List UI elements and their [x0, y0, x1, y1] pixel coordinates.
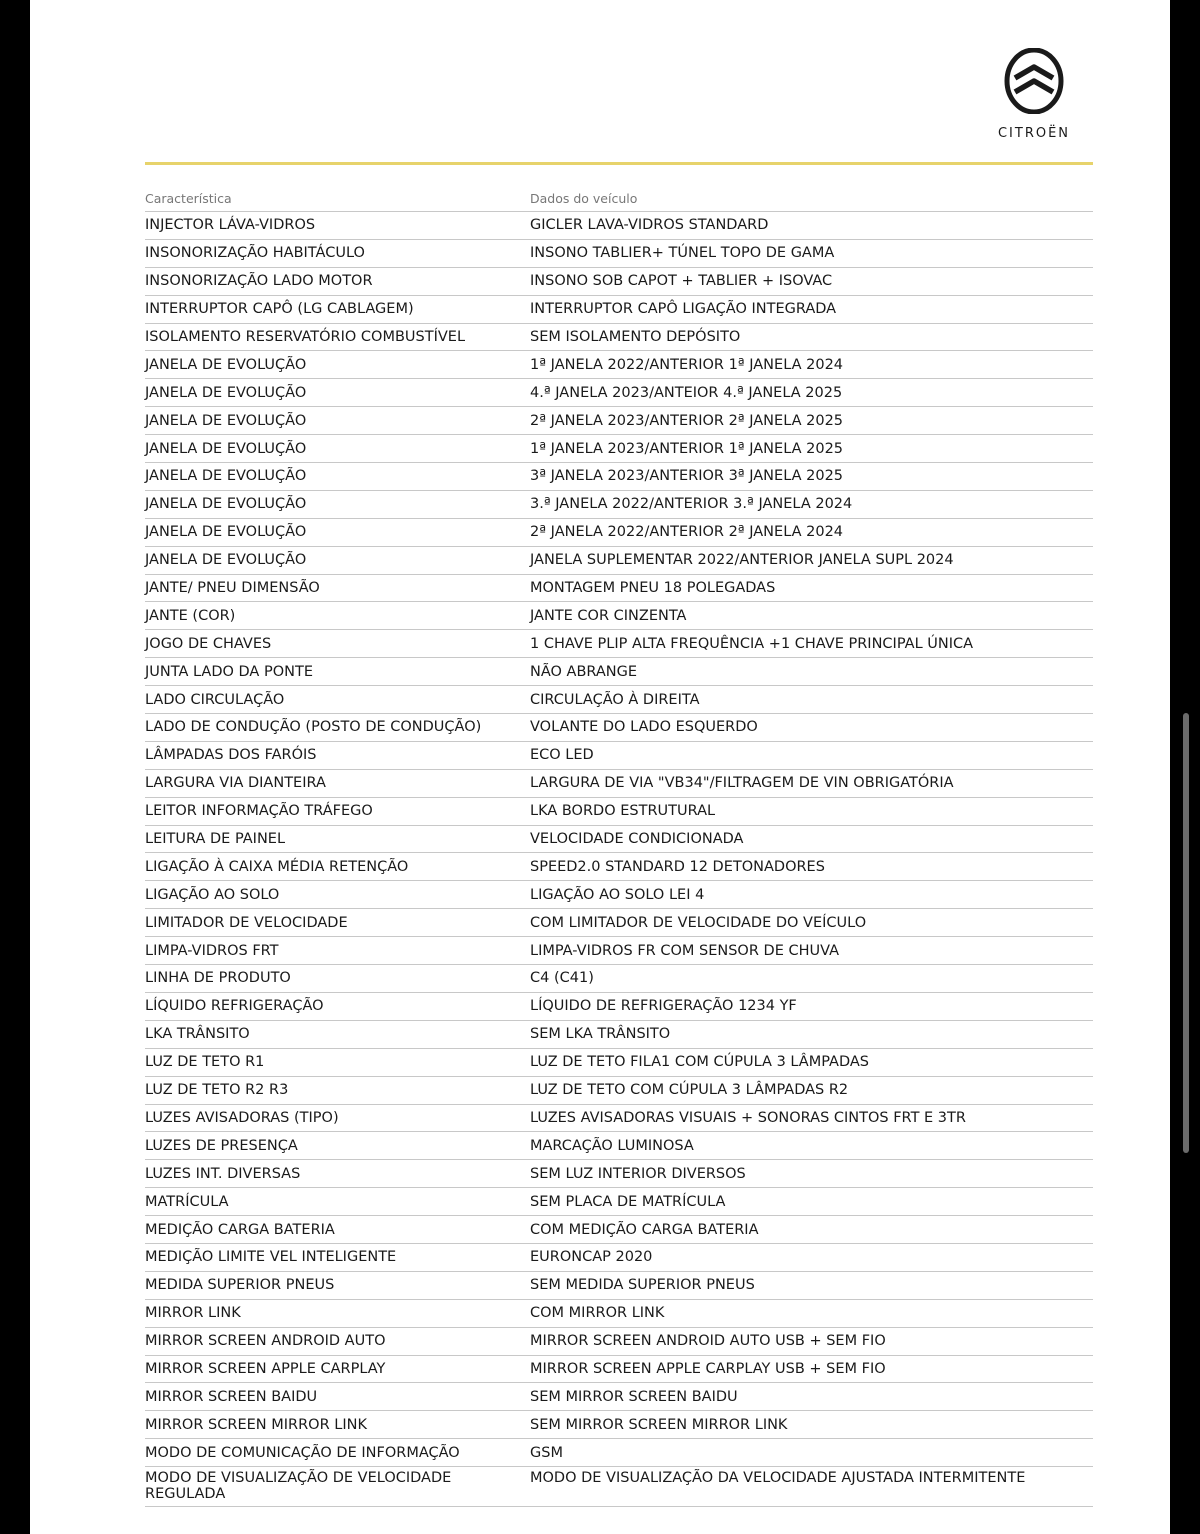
value-cell: VOLANTE DO LADO ESQUERDO: [530, 719, 758, 736]
table-row: [145, 909, 1093, 937]
value-cell: EURONCAP 2020: [530, 1249, 653, 1266]
table-row: [145, 714, 1093, 742]
value-cell: LIGAÇÃO AO SOLO LEI 4: [530, 886, 705, 903]
value-cell: MODO DE VISUALIZAÇÃO DA VELOCIDADE AJUSTADA INTERMITENTE: [530, 1470, 1026, 1487]
value-cell: MARCAÇÃO LUMINOSA: [530, 1137, 694, 1154]
table-row: [145, 1244, 1093, 1272]
table-row: [145, 491, 1093, 519]
feature-cell: LKA TRÂNSITO: [145, 1026, 250, 1043]
value-cell: JANTE COR CINZENTA: [530, 607, 687, 624]
table-row: [145, 826, 1093, 854]
value-cell: COM LIMITADOR DE VELOCIDADE DO VEÍCULO: [530, 914, 867, 931]
feature-cell: LUZES INT. DIVERSAS: [145, 1165, 301, 1182]
value-cell: SEM MEDIDA SUPERIOR PNEUS: [530, 1277, 755, 1294]
feature-cell: MIRROR LINK: [145, 1305, 241, 1322]
accent-divider: [145, 162, 1093, 165]
feature-cell: JANELA DE EVOLUÇÃO: [145, 440, 307, 457]
table-row: [145, 463, 1093, 491]
feature-cell: JANELA DE EVOLUÇÃO: [145, 412, 307, 429]
value-cell: C4 (C41): [530, 970, 594, 987]
value-cell: 4.ª JANELA 2023/ANTEIOR 4.ª JANELA 2025: [530, 384, 843, 401]
table-row: [145, 240, 1093, 268]
value-cell: 2ª JANELA 2023/ANTERIOR 2ª JANELA 2025: [530, 412, 844, 429]
table-row: [145, 602, 1093, 630]
feature-cell: MIRROR SCREEN ANDROID AUTO: [145, 1333, 386, 1350]
table-row: [145, 1188, 1093, 1216]
table-row: [145, 1132, 1093, 1160]
feature-cell: JANELA DE EVOLUÇÃO: [145, 552, 307, 569]
value-cell: GSM: [530, 1444, 563, 1461]
table-row: [145, 853, 1093, 881]
value-cell: 1ª JANELA 2022/ANTERIOR 1ª JANELA 2024: [530, 356, 844, 373]
feature-cell: JANTE/ PNEU DIMENSÃO: [145, 580, 320, 597]
value-cell: 1 CHAVE PLIP ALTA FREQUÊNCIA +1 CHAVE PRINCIPAL ÚNICA: [530, 635, 974, 652]
feature-cell: MIRROR SCREEN BAIDU: [145, 1388, 318, 1405]
table-row: [145, 965, 1093, 993]
table-row: [145, 1105, 1093, 1133]
citroen-double-chevron-icon: [1004, 48, 1064, 114]
value-cell: LUZES AVISADORAS VISUAIS + SONORAS CINTOS FRT E 3TR: [530, 1109, 966, 1126]
header-feature: Característica: [145, 191, 232, 206]
value-cell: SEM MIRROR SCREEN BAIDU: [530, 1388, 738, 1405]
feature-cell: MEDIÇÃO LIMITE VEL INTELIGENTE: [145, 1249, 397, 1266]
table-row: [145, 1272, 1093, 1300]
table-header: [145, 186, 1093, 212]
table-row: [145, 1160, 1093, 1188]
feature-cell: LIMITADOR DE VELOCIDADE: [145, 914, 348, 931]
scrollbar-thumb[interactable]: [1183, 713, 1189, 1153]
table-row: [145, 1439, 1093, 1467]
brand-name: CITROËN: [997, 126, 1071, 141]
table-row: [145, 324, 1093, 352]
feature-cell: MODO DE VISUALIZAÇÃO DE VELOCIDADE REGULADA: [145, 1470, 452, 1503]
brand-logo: [984, 48, 1084, 148]
feature-cell: JANELA DE EVOLUÇÃO: [145, 524, 307, 541]
value-cell: LÍQUIDO DE REFRIGERAÇÃO 1234 YF: [530, 998, 797, 1015]
feature-cell: JUNTA LADO DA PONTE: [145, 663, 313, 680]
feature-cell: INJECTOR LÁVA-VIDROS: [145, 217, 316, 234]
feature-cell: LUZ DE TETO R2 R3: [145, 1082, 289, 1099]
feature-cell: JANELA DE EVOLUÇÃO: [145, 384, 307, 401]
value-cell: SPEED2.0 STANDARD 12 DETONADORES: [530, 858, 825, 875]
feature-cell: LÂMPADAS DOS FARÓIS: [145, 747, 317, 764]
table-row: [145, 547, 1093, 575]
table-row: [145, 742, 1093, 770]
feature-cell: JANELA DE EVOLUÇÃO: [145, 356, 307, 373]
feature-cell: LADO CIRCULAÇÃO: [145, 691, 285, 708]
table-row: [145, 1077, 1093, 1105]
table-row: [145, 268, 1093, 296]
table-row: [145, 686, 1093, 714]
value-cell: 1ª JANELA 2023/ANTERIOR 1ª JANELA 2025: [530, 440, 844, 457]
value-cell: GICLER LAVA-VIDROS STANDARD: [530, 217, 769, 234]
table-row: [145, 435, 1093, 463]
table-row: [145, 630, 1093, 658]
table-row: [145, 1328, 1093, 1356]
feature-cell: LEITOR INFORMAÇÃO TRÁFEGO: [145, 803, 373, 820]
vehicle-spec-table: [145, 186, 1093, 1507]
feature-cell: JOGO DE CHAVES: [145, 635, 272, 652]
value-cell: SEM ISOLAMENTO DEPÓSITO: [530, 329, 741, 345]
table-row: [145, 296, 1093, 324]
table-row: [145, 1049, 1093, 1077]
table-row: [145, 1300, 1093, 1328]
feature-cell: MODO DE COMUNICAÇÃO DE INFORMAÇÃO: [145, 1444, 460, 1461]
header-value: Dados do veículo: [530, 191, 638, 206]
table-row: [145, 379, 1093, 407]
table-row: [145, 1467, 1093, 1507]
value-cell: SEM LUZ INTERIOR DIVERSOS: [530, 1165, 746, 1182]
table-row: [145, 407, 1093, 435]
feature-cell: LARGURA VIA DIANTEIRA: [145, 775, 326, 792]
table-row: [145, 881, 1093, 909]
feature-cell: LIGAÇÃO AO SOLO: [145, 886, 280, 903]
feature-cell: INSONORIZAÇÃO LADO MOTOR: [145, 273, 373, 290]
feature-cell: JANELA DE EVOLUÇÃO: [145, 496, 307, 513]
feature-cell: JANTE (COR): [145, 607, 236, 624]
table-row: [145, 770, 1093, 798]
table-row: [145, 1411, 1093, 1439]
table-row: [145, 351, 1093, 379]
feature-cell: LÍQUIDO REFRIGERAÇÃO: [145, 998, 324, 1015]
value-cell: SEM PLACA DE MATRÍCULA: [530, 1193, 726, 1210]
feature-cell: MATRÍCULA: [145, 1193, 229, 1210]
document-page: [30, 0, 1170, 1534]
table-row: [145, 212, 1093, 240]
value-cell: COM MIRROR LINK: [530, 1305, 665, 1322]
table-row: [145, 937, 1093, 965]
value-cell: LIMPA-VIDROS FR COM SENSOR DE CHUVA: [530, 942, 840, 959]
feature-cell: INSONORIZAÇÃO HABITÁCULO: [145, 245, 365, 262]
feature-cell: JANELA DE EVOLUÇÃO: [145, 468, 307, 485]
table-row: [145, 993, 1093, 1021]
table-body: [145, 212, 1093, 1507]
table-row: [145, 1216, 1093, 1244]
feature-cell: MIRROR SCREEN MIRROR LINK: [145, 1416, 367, 1433]
feature-cell: LUZES DE PRESENÇA: [145, 1137, 298, 1154]
feature-cell: LIGAÇÃO À CAIXA MÉDIA RETENÇÃO: [145, 858, 409, 875]
feature-cell: MEDIÇÃO CARGA BATERIA: [145, 1221, 335, 1238]
value-cell: CIRCULAÇÃO À DIREITA: [530, 691, 700, 708]
value-cell: MIRROR SCREEN ANDROID AUTO USB + SEM FIO: [530, 1333, 886, 1350]
feature-cell: MEDIDA SUPERIOR PNEUS: [145, 1277, 335, 1294]
feature-cell: LEITURA DE PAINEL: [145, 831, 286, 848]
table-row: [145, 658, 1093, 686]
table-row: [145, 575, 1093, 603]
table-row: [145, 519, 1093, 547]
value-cell: MONTAGEM PNEU 18 POLEGADAS: [530, 580, 776, 597]
value-cell: NÃO ABRANGE: [530, 663, 638, 680]
value-cell: 2ª JANELA 2022/ANTERIOR 2ª JANELA 2024: [530, 524, 844, 541]
value-cell: VELOCIDADE CONDICIONADA: [530, 831, 744, 848]
feature-cell: LIMPA-VIDROS FRT: [145, 942, 279, 959]
table-row: [145, 798, 1093, 826]
value-cell: 3.ª JANELA 2022/ANTERIOR 3.ª JANELA 2024: [530, 496, 853, 513]
feature-cell: ISOLAMENTO RESERVATÓRIO COMBUSTÍVEL: [145, 329, 466, 345]
value-cell: MIRROR SCREEN APPLE CARPLAY USB + SEM FIO: [530, 1360, 886, 1377]
value-cell: LUZ DE TETO COM CÚPULA 3 LÂMPADAS R2: [530, 1082, 849, 1099]
value-cell: SEM MIRROR SCREEN MIRROR LINK: [530, 1416, 788, 1433]
value-cell: 3ª JANELA 2023/ANTERIOR 3ª JANELA 2025: [530, 468, 844, 485]
value-cell: INTERRUPTOR CAPÔ LIGAÇÃO INTEGRADA: [530, 301, 837, 318]
value-cell: SEM LKA TRÂNSITO: [530, 1026, 671, 1043]
table-row: [145, 1356, 1093, 1384]
feature-cell: LUZES AVISADORAS (TIPO): [145, 1109, 339, 1126]
value-cell: JANELA SUPLEMENTAR 2022/ANTERIOR JANELA SUPL 2024: [530, 552, 954, 569]
value-cell: ECO LED: [530, 747, 594, 764]
feature-cell: INTERRUPTOR CAPÔ (LG CABLAGEM): [145, 301, 414, 318]
table-row: [145, 1021, 1093, 1049]
value-cell: INSONO TABLIER+ TÚNEL TOPO DE GAMA: [530, 245, 835, 262]
feature-cell: LADO DE CONDUÇÃO (POSTO DE CONDUÇÃO): [145, 719, 482, 736]
table-row: [145, 1383, 1093, 1411]
feature-cell: LUZ DE TETO R1: [145, 1054, 265, 1071]
value-cell: LUZ DE TETO FILA1 COM CÚPULA 3 LÂMPADAS: [530, 1054, 870, 1071]
value-cell: INSONO SOB CAPOT + TABLIER + ISOVAC: [530, 273, 833, 290]
value-cell: LKA BORDO ESTRUTURAL: [530, 803, 716, 820]
feature-cell: LINHA DE PRODUTO: [145, 970, 291, 987]
value-cell: LARGURA DE VIA "VB34"/FILTRAGEM DE VIN OBRIGATÓRIA: [530, 775, 954, 792]
feature-cell: MIRROR SCREEN APPLE CARPLAY: [145, 1360, 386, 1377]
value-cell: COM MEDIÇÃO CARGA BATERIA: [530, 1221, 759, 1238]
